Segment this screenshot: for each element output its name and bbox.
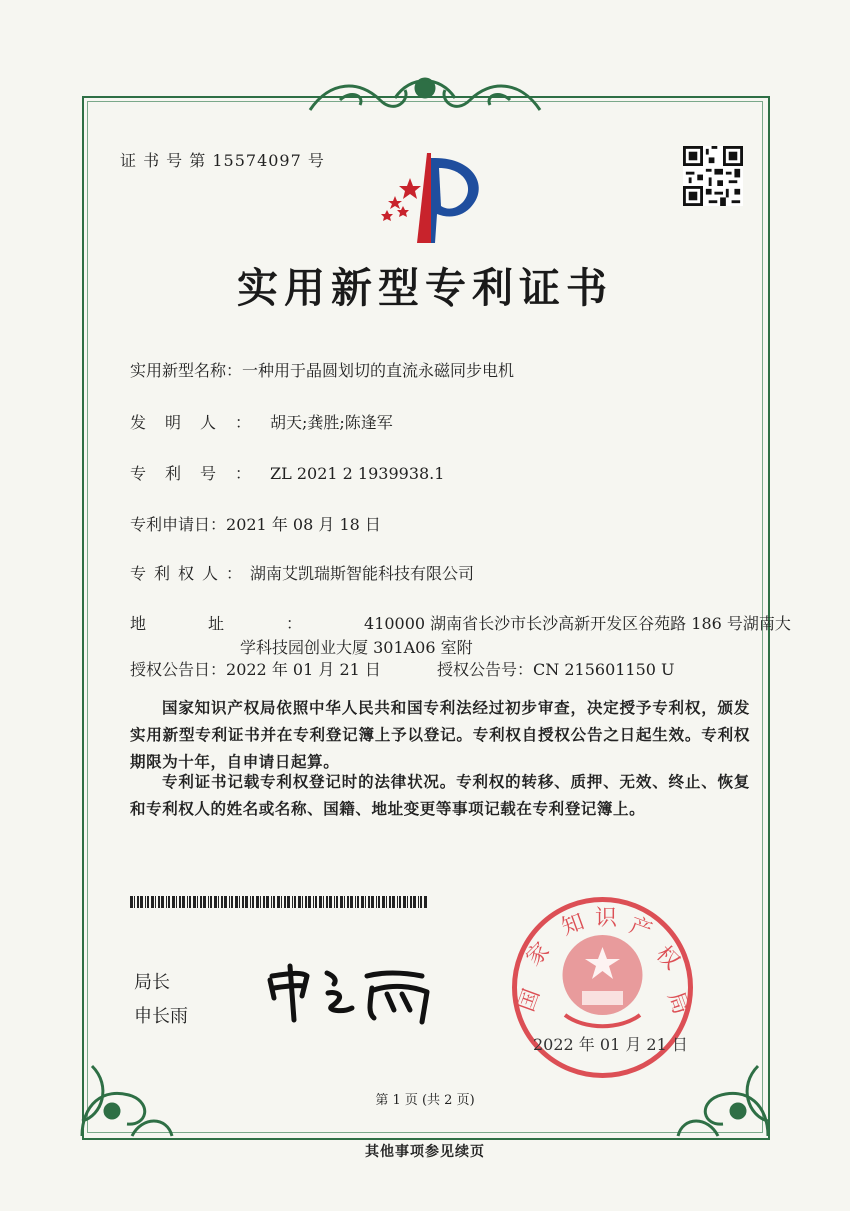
seal-date: 2022 年 01 月 21 日	[533, 1035, 688, 1054]
barcode-bar	[130, 896, 133, 908]
barcode-bar	[260, 896, 261, 908]
filing-date-label: 专利申请日：	[130, 515, 227, 534]
barcode-bar	[158, 896, 160, 908]
barcode-bar	[284, 896, 286, 908]
barcode-bar	[357, 896, 359, 908]
barcode-bar	[355, 896, 356, 908]
barcode-bar	[166, 896, 167, 908]
grant-number-value: CN 215601150 U	[533, 660, 675, 679]
barcode-bar	[161, 896, 164, 908]
filing-date-row	[130, 512, 381, 535]
barcode-bar	[182, 896, 185, 908]
inventor-row	[130, 410, 393, 433]
barcode-bar	[323, 896, 324, 908]
barcode-bar	[281, 896, 282, 908]
barcode-bar	[242, 896, 244, 908]
qr-code	[683, 146, 743, 206]
barcode-bar	[305, 896, 307, 908]
director-title: 局长	[134, 972, 170, 993]
barcode-bar	[137, 896, 139, 908]
patentee-value: 湖南艾凯瑞斯智能科技有限公司	[250, 564, 475, 583]
barcode-bar	[313, 896, 314, 908]
barcode-bar	[200, 896, 202, 908]
barcode-bar	[203, 896, 206, 908]
barcode-bar	[273, 896, 275, 908]
barcode-bar	[418, 896, 419, 908]
barcode-bar	[168, 896, 170, 908]
seal-text-4: 识	[595, 906, 618, 931]
grant-number-row	[437, 657, 675, 680]
certificate-statement-paragraph: 国家知识产权局依照中华人民共和国专利法经过初步审查，决定授予专利权，颁发实用新型专利证书并在专利登记簿上予以登记。专利权自授权公告之日起生效。专利权期限为十年，自申请日起算。	[130, 698, 750, 771]
barcode-bar	[245, 896, 248, 908]
barcode-bar	[315, 896, 317, 908]
barcode-bar	[172, 896, 175, 908]
seal-text-2: 家	[521, 937, 555, 972]
barcode-bar	[389, 896, 391, 908]
barcode-bar	[420, 896, 422, 908]
page-number: 第 1 页 (共 2 页)	[375, 1093, 475, 1108]
barcode-bar	[344, 896, 345, 908]
patentee-label: 专利权人：	[130, 564, 251, 583]
barcode-bar	[336, 896, 338, 908]
barcode-bar	[263, 896, 265, 908]
barcode-bar	[371, 896, 374, 908]
barcode-bar	[145, 896, 146, 908]
barcode-bar	[302, 896, 303, 908]
barcode-bar	[413, 896, 416, 908]
address-row	[130, 611, 791, 634]
seal-text-6: 权	[650, 941, 685, 975]
grant-date-row	[130, 657, 381, 680]
barcode-bar	[277, 896, 280, 908]
certificate-number: 证 书 号 第 15574097 号	[120, 151, 325, 170]
barcode-bar	[221, 896, 223, 908]
barcode-bar	[229, 896, 230, 908]
barcode-bar	[193, 896, 196, 908]
barcode-bar	[365, 896, 366, 908]
barcode-bar	[378, 896, 380, 908]
barcode-bar	[403, 896, 406, 908]
patent-number-value: ZL 2021 2 1939938.1	[270, 464, 445, 483]
barcode-bar	[208, 896, 209, 908]
barcode-bar	[347, 896, 349, 908]
barcode-bar	[392, 896, 395, 908]
barcode-bar	[386, 896, 387, 908]
barcode-bar	[155, 896, 156, 908]
seal-text-5: 产	[625, 913, 656, 945]
barcode-bar	[326, 896, 328, 908]
barcode-bar	[407, 896, 408, 908]
utility-model-name-label: 实用新型名称：	[130, 361, 243, 380]
legal-status-paragraph: 专利证书记载专利权登记时的法律状况。专利权的转移、质押、无效、终止、恢复和专利权人的姓名或名称、国籍、地址变更等事项记载在专利登记簿上。	[130, 772, 750, 818]
barcode-bar	[252, 896, 254, 908]
barcode	[130, 896, 428, 908]
barcode-bar	[214, 896, 217, 908]
patentee-row	[130, 561, 474, 584]
barcode-bar	[197, 896, 198, 908]
barcode-bar	[179, 896, 181, 908]
barcode-bar	[319, 896, 322, 908]
barcode-bar	[287, 896, 290, 908]
barcode-bar	[424, 896, 427, 908]
barcode-bar	[210, 896, 212, 908]
patent-number-label: 专利号：	[130, 464, 271, 483]
barcode-bar	[231, 896, 233, 908]
barcode-bar	[329, 896, 332, 908]
barcode-bar	[187, 896, 188, 908]
barcode-bar	[271, 896, 272, 908]
barcode-bar	[140, 896, 143, 908]
seal-text-7: 局	[662, 988, 694, 1018]
inventor-label: 发明人：	[130, 413, 271, 432]
barcode-bar	[224, 896, 227, 908]
barcode-bar	[340, 896, 343, 908]
certificate-title: 实用新型专利证书	[237, 264, 613, 312]
barcode-bar	[256, 896, 259, 908]
barcode-bar	[189, 896, 191, 908]
address-line2: 学科技园创业大厦 301A06 室附	[240, 638, 473, 657]
barcode-bar	[266, 896, 269, 908]
top-ornament	[300, 70, 550, 120]
grant-date-value: 2022 年 01 月 21 日	[226, 660, 381, 679]
barcode-bar	[147, 896, 149, 908]
barcode-bar	[368, 896, 370, 908]
address-line1: 410000 湖南省长沙市长沙高新开发区谷苑路 186 号湖南大	[364, 614, 791, 633]
address-label: 地址：	[130, 614, 365, 633]
patent-office-logo	[365, 148, 500, 246]
barcode-bar	[410, 896, 412, 908]
seal-text-3: 知	[558, 909, 588, 941]
barcode-bar	[382, 896, 385, 908]
barcode-bar	[399, 896, 401, 908]
barcode-bar	[151, 896, 154, 908]
barcode-bar	[376, 896, 377, 908]
grant-date-label: 授权公告日：	[130, 660, 227, 679]
director-signature	[262, 958, 442, 1028]
barcode-bar	[218, 896, 219, 908]
barcode-bar	[350, 896, 353, 908]
barcode-bar	[292, 896, 293, 908]
inventor-value: 胡天;龚胜;陈逢军	[270, 413, 393, 432]
barcode-bar	[239, 896, 240, 908]
barcode-bar	[176, 896, 177, 908]
barcode-bar	[308, 896, 311, 908]
director-name: 申长雨	[134, 1006, 188, 1027]
utility-model-name-row	[130, 358, 514, 381]
patent-number-row	[130, 461, 444, 484]
barcode-bar	[235, 896, 238, 908]
filing-date-value: 2021 年 08 月 18 日	[226, 515, 381, 534]
footer-note: 其他事项参见续页	[365, 1144, 485, 1160]
barcode-bar	[134, 896, 135, 908]
grant-number-label: 授权公告号：	[437, 660, 534, 679]
barcode-bar	[250, 896, 251, 908]
barcode-bar	[397, 896, 398, 908]
utility-model-name-value: 一种用于晶圆划切的直流永磁同步电机	[242, 361, 515, 380]
barcode-bar	[294, 896, 296, 908]
seal-text-1: 国	[514, 985, 546, 1016]
barcode-bar	[361, 896, 364, 908]
barcode-bar	[334, 896, 335, 908]
barcode-bar	[298, 896, 301, 908]
